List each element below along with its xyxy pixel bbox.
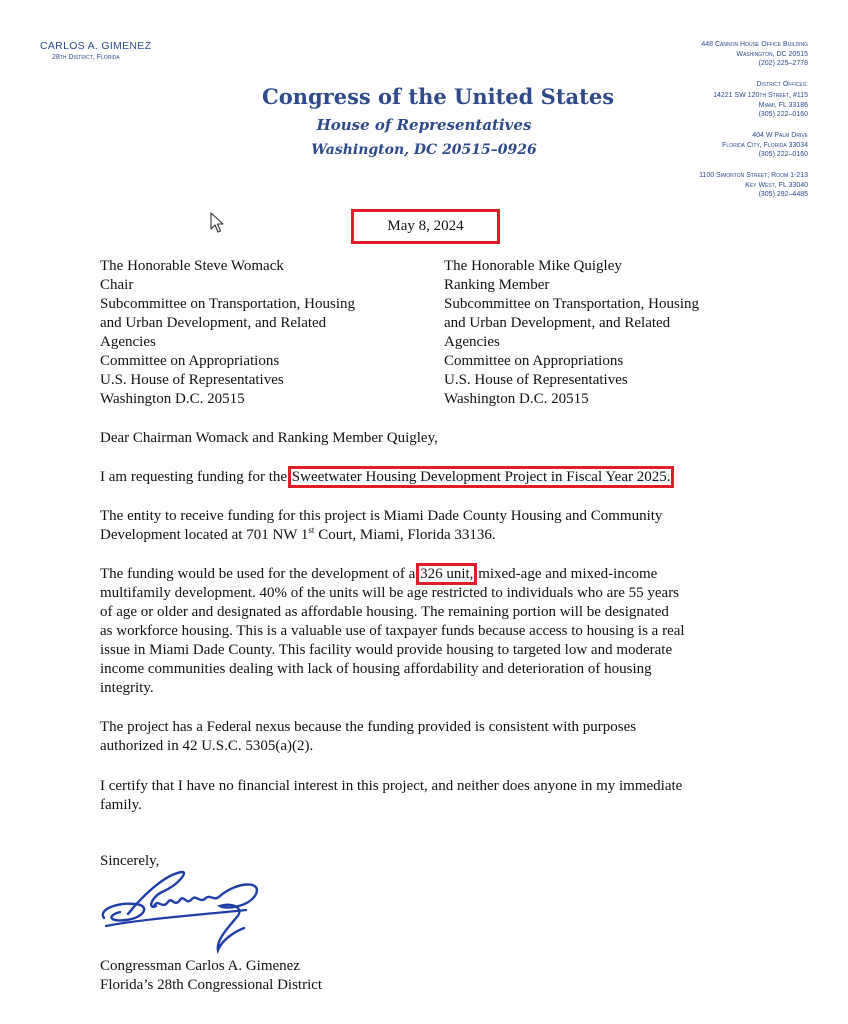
ordinal-suffix: st bbox=[308, 525, 315, 535]
addressee-line: Washington D.C. 20515 bbox=[100, 391, 245, 407]
miami-office-line: 14221 SW 120th Street, #115 bbox=[713, 92, 808, 99]
miami-office-line: Miami, FL 33186 bbox=[758, 101, 808, 109]
letter-date: May 8, 2024 bbox=[351, 209, 500, 244]
dc-office-line: 448 Cannon House Office Building bbox=[701, 41, 808, 48]
funding-use-a: The funding would be used for the development of a bbox=[100, 566, 420, 582]
addressee-line: The Honorable Steve Womack bbox=[100, 258, 284, 274]
paragraph-funding-use bbox=[100, 565, 760, 698]
addressee-line: Ranking Member bbox=[444, 277, 550, 293]
paragraph-line: family. bbox=[100, 797, 142, 813]
signer-title: Florida’s 28th Congressional District bbox=[100, 977, 323, 993]
entity-address-a: Development located at 701 NW 1 bbox=[100, 527, 309, 543]
key-west-office-line: Key West, FL 33040 bbox=[745, 181, 808, 189]
addressee-line: Chair bbox=[100, 277, 134, 293]
dc-office bbox=[701, 40, 808, 69]
addressee-line: Committee on Appropriations bbox=[444, 353, 624, 369]
district-offices-heading bbox=[756, 80, 808, 90]
florida-city-office-line: (305) 222–0160 bbox=[758, 151, 808, 158]
paragraph-line: The project has a Federal nexus because the funding provided is consistent with purposes bbox=[100, 719, 637, 735]
paragraph-line: integrity. bbox=[100, 680, 154, 696]
paragraph-line: of age or older and designated as affordable housing. The remaining portion will be designated bbox=[100, 604, 669, 620]
signer-name: Congressman Carlos A. Gimenez bbox=[100, 958, 300, 974]
addressee-line: Subcommittee on Transportation, Housing bbox=[100, 296, 355, 312]
addressee-line: U.S. House of Representatives bbox=[100, 372, 284, 388]
paragraph-entity bbox=[100, 507, 760, 545]
key-west-office-line: 1100 Simonton Street, Room 1-213 bbox=[699, 172, 808, 179]
handwritten-signature bbox=[96, 866, 266, 956]
miami-office bbox=[713, 91, 808, 120]
member-district: 28th District, Florida bbox=[52, 54, 120, 61]
request-prefix: I am requesting funding for the bbox=[100, 469, 291, 485]
paragraph-line bbox=[100, 526, 760, 545]
addressee-line: Agencies bbox=[100, 334, 156, 350]
paragraph-request bbox=[100, 468, 760, 487]
signer-block bbox=[100, 957, 760, 995]
key-west-office-line: (305) 292–4485 bbox=[758, 191, 808, 198]
unit-count-highlight: 326 unit, bbox=[420, 566, 474, 582]
member-name: CARLOS A. GIMENEZ bbox=[40, 40, 152, 52]
addressee-line: Washington D.C. 20515 bbox=[444, 391, 589, 407]
addressee-line: and Urban Development, and Related bbox=[444, 315, 671, 331]
florida-city-office bbox=[722, 131, 808, 160]
addressee-line: Agencies bbox=[444, 334, 500, 350]
salutation bbox=[100, 429, 760, 448]
florida-city-office-line: 404 W Palm Drive bbox=[752, 132, 808, 139]
letterhead-city: Washington, DC 20515–0926 bbox=[311, 142, 537, 158]
key-west-office bbox=[699, 171, 808, 200]
addressee-ranking-member bbox=[444, 257, 699, 409]
project-name-highlight: Sweetwater Housing Development Project in Fiscal Year 2025. bbox=[291, 469, 671, 485]
paragraph-line: authorized in 42 U.S.C. 5305(a)(2). bbox=[100, 738, 314, 754]
funding-use-b: mixed-age and mixed-income bbox=[474, 566, 658, 582]
paragraph-line: multifamily development. 40% of the units will be age restricted to individuals who are 55 years bbox=[100, 585, 680, 601]
paragraph-line: as workforce housing. This is a valuable use of taxpayer funds because access to housing is a real bbox=[100, 623, 685, 639]
addressee-line: and Urban Development, and Related bbox=[100, 315, 327, 331]
entity-address-b: Court, Miami, Florida 33136. bbox=[314, 527, 496, 543]
miami-office-line: (305) 222–0160 bbox=[758, 111, 808, 118]
closing-text: Sincerely, bbox=[100, 853, 160, 869]
addressee-line: U.S. House of Representatives bbox=[444, 372, 628, 388]
dc-office-line: (202) 225–2778 bbox=[758, 60, 808, 67]
paragraph-line: income communities dealing with lack of housing affordability and deterioration of housing bbox=[100, 661, 652, 677]
paragraph-line: I certify that I have no financial interest in this project, and neither does anyone in my immediate bbox=[100, 778, 683, 794]
dc-office-line: Washington, DC 20515 bbox=[736, 50, 808, 58]
addressee-chair bbox=[100, 257, 355, 409]
salutation-text: Dear Chairman Womack and Ranking Member Quigley, bbox=[100, 430, 438, 446]
florida-city-office-line: Florida City, Florida 33034 bbox=[722, 141, 808, 149]
addressee-line: Committee on Appropriations bbox=[100, 353, 280, 369]
paragraph-line bbox=[100, 468, 760, 487]
addressee-line: Subcommittee on Transportation, Housing bbox=[444, 296, 699, 312]
district-offices-label: District Offices: bbox=[756, 81, 808, 88]
paragraph-certification bbox=[100, 777, 760, 815]
mouse-cursor-icon bbox=[210, 212, 226, 234]
letterhead-congress: Congress of the United States bbox=[262, 84, 615, 109]
paragraph-line bbox=[100, 565, 760, 584]
paragraph-federal-nexus bbox=[100, 718, 760, 756]
letterhead-house: House of Representatives bbox=[316, 116, 532, 134]
addressee-line: The Honorable Mike Quigley bbox=[444, 258, 622, 274]
paragraph-line: The entity to receive funding for this project is Miami Dade County Housing and Community bbox=[100, 508, 663, 524]
paragraph-line: issue in Miami Dade County. This facility would provide housing to targeted low and moderate bbox=[100, 642, 673, 658]
